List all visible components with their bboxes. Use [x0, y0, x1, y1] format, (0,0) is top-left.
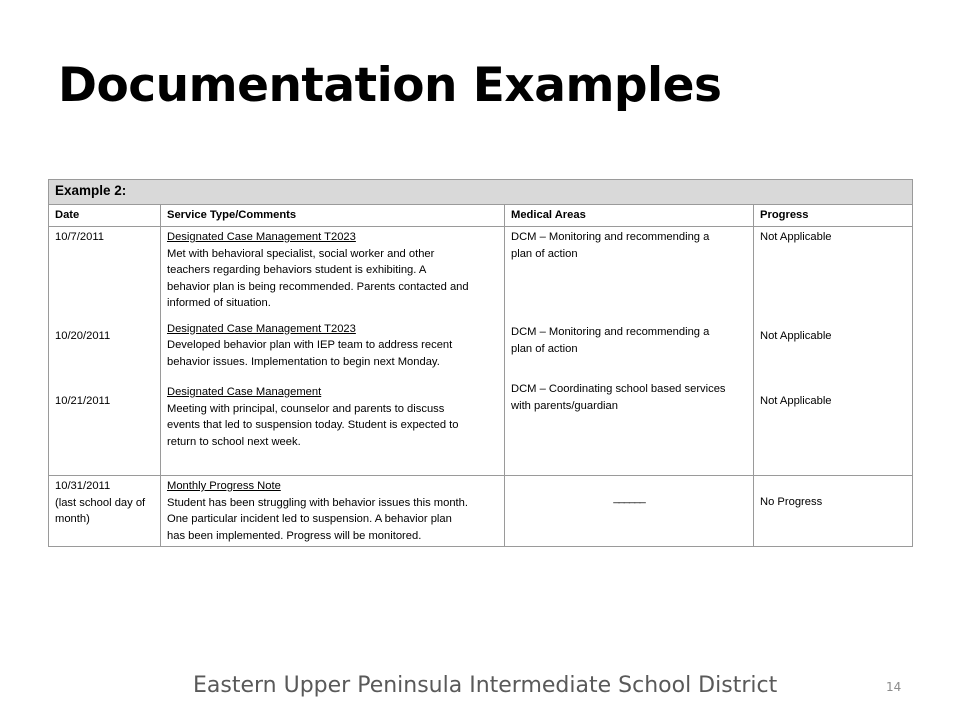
- medical-blank: ______: [613, 492, 645, 504]
- progress-entry: No Progress: [760, 496, 823, 508]
- date-cell: [49, 227, 161, 476]
- service-cell: [161, 476, 505, 547]
- service-entry: [167, 321, 498, 371]
- column-header-service: Service Type/Comments: [161, 205, 505, 227]
- progress-entry: Not Applicable: [760, 231, 832, 243]
- service-comment-line: Meeting with principal, counselor and parents to discuss: [167, 402, 445, 415]
- medical-line: DCM – Monitoring and recommending a: [511, 326, 710, 338]
- service-type: Monthly Progress Note: [167, 480, 281, 492]
- slide-title: Documentation Examples: [58, 58, 722, 113]
- column-header-date: Date: [49, 205, 161, 227]
- table-row: [49, 227, 913, 476]
- column-header-progress: Progress: [754, 205, 913, 227]
- service-comment-line: behavior issues. Implementation to begin next Monday.: [167, 355, 440, 368]
- date-line: (last school day of: [55, 496, 146, 509]
- medical-line: plan of action: [511, 342, 578, 355]
- date-cell: [49, 476, 161, 547]
- service-comment-line: Met with behavioral specialist, social worker and other: [167, 247, 435, 260]
- service-type: Designated Case Management T2023: [167, 231, 356, 243]
- service-comment-line: Developed behavior plan with IEP team to address recent: [167, 339, 453, 351]
- service-entry: [167, 384, 498, 450]
- medical-cell: [505, 476, 754, 547]
- date-entry: 10/21/2011: [55, 395, 111, 407]
- date-line: month): [55, 513, 90, 525]
- table-caption-row: [49, 180, 913, 205]
- medical-cell: [505, 227, 754, 476]
- service-comment-line: teachers regarding behaviors student is exhibiting. A: [167, 264, 427, 276]
- table-row: [49, 476, 913, 547]
- column-header-row: [49, 205, 913, 227]
- progress-cell: [754, 476, 913, 547]
- progress-entry: Not Applicable: [760, 329, 832, 342]
- service-type: Designated Case Management T2023: [167, 322, 356, 335]
- service-cell: [161, 227, 505, 476]
- progress-entry: Not Applicable: [760, 395, 832, 407]
- service-type: Designated Case Management: [167, 386, 322, 398]
- service-comment-line: return to school next week.: [167, 435, 301, 448]
- service-comment-line: has been implemented. Progress will be monitored.: [167, 529, 422, 542]
- service-comment-line: One particular incident led to suspension. A behavior plan: [167, 513, 452, 525]
- date-line: 10/31/2011: [55, 480, 111, 492]
- footer-text: Eastern Upper Peninsula Intermediate School District: [193, 673, 778, 698]
- progress-cell: [754, 227, 913, 476]
- column-header-medical: Medical Areas: [505, 205, 754, 227]
- medical-line: with parents/guardian: [511, 399, 618, 412]
- medical-line: DCM – Coordinating school based services: [511, 383, 726, 395]
- medical-line: plan of action: [511, 247, 578, 260]
- service-comment-line: informed of situation.: [167, 297, 271, 309]
- documentation-table: [48, 179, 913, 547]
- service-comment-line: events that led to suspension today. Student is expected to: [167, 419, 459, 431]
- medical-line: DCM – Monitoring and recommending a: [511, 231, 710, 243]
- service-comment-line: behavior plan is being recommended. Parents contacted and: [167, 280, 469, 293]
- page-number: 14: [886, 680, 902, 694]
- table-caption: Example 2:: [49, 180, 913, 205]
- service-entry: [167, 229, 498, 312]
- service-comment-line: Student has been struggling with behavior issues this month.: [167, 496, 468, 509]
- date-entry: 10/20/2011: [55, 329, 111, 342]
- date-entry: 10/7/2011: [55, 231, 104, 243]
